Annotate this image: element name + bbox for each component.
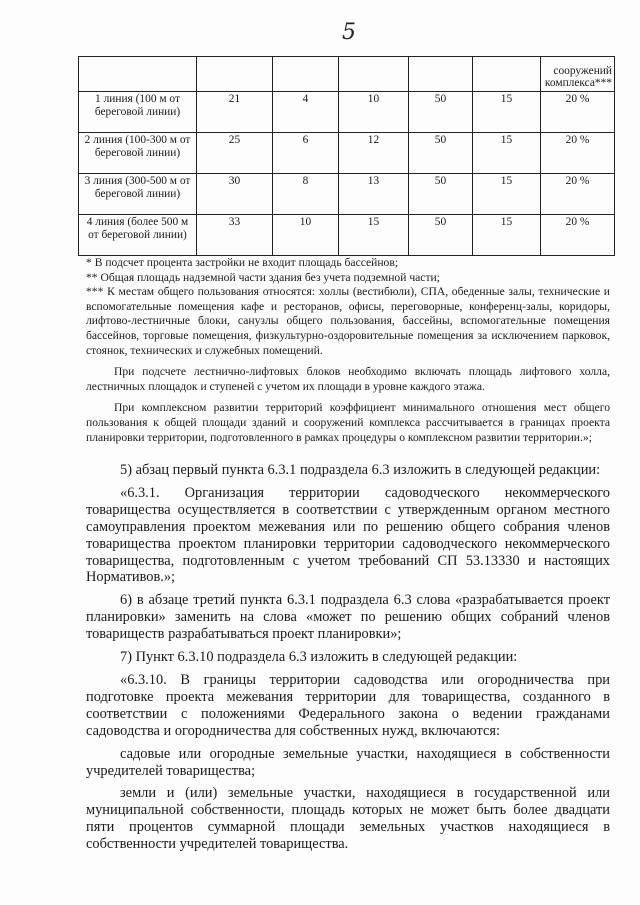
table-row	[79, 215, 615, 256]
table-cell	[339, 57, 409, 92]
table-cell: 50	[409, 92, 473, 133]
table-cell	[273, 57, 339, 92]
table-cell: 21	[197, 92, 273, 133]
body-paragraph: 6) в абзаце третий пункта 6.3.1 подраздела 6.3 слова «разрабатывается проект планировки» заменить на слова «может по решению общих собраний членов товариществ разрабатываться проект планировки»;	[86, 592, 610, 643]
row-label: 3 линия (300-500 м от береговой линии)	[79, 174, 197, 215]
table-cell: 15	[473, 92, 541, 133]
body-paragraph: «6.3.10. В границы территории садоводства или огородничества при подготовке проекта межевания территории для товарищества, созданного в соответствии с положениями Федерального закона о ведении гражданами садоводства и огородничества для собственных нужд, включаются:	[86, 671, 610, 739]
table-cell	[473, 57, 541, 92]
footnote-3: *** К местам общего пользования относятся: холлы (вестибюли), СПА, обеденные залы, технические и вспомогательные помещения кафе и ресторанов, офисы, переговорные, конференц-залы, коридоры, лифтово-лестничные блоки, санузлы общего пользования, бассейны, вспомогательные помещения бассейнов, торговые помещения, физкультурно-оздоровительные помещения за исключением парковок, стоянок, технических и служебных помещений.	[86, 285, 610, 357]
page-number: 5	[342, 20, 356, 45]
note-paragraph: При комплексном развитии территорий коэффициент минимального отношения мест общего пользования к общей площади зданий и сооружений комплекса рассчитывается в границах проекта планировки территории, подготовленного в рамках процедуры о комплексном развитии территории.»;	[86, 401, 610, 444]
note-paragraph: При подсчете лестнично-лифтовых блоков необходимо включать площадь лифтового холла, лестничных площадок и ступеней с учетом их площади в уровне каждого этажа.	[86, 365, 610, 393]
table-notes	[86, 256, 610, 445]
table-cell: 15	[473, 215, 541, 256]
table-header-row	[79, 57, 615, 92]
table-cell: 50	[409, 215, 473, 256]
footnote-1: * В подсчет процента застройки не входит площадь бассейнов;	[86, 256, 399, 269]
table-cell: 50	[409, 174, 473, 215]
table-cell: 20 %	[541, 92, 615, 133]
row-label: 4 линия (более 500 м от береговой линии)	[79, 215, 197, 256]
table-cell: 15	[473, 133, 541, 174]
table-cell: 20 %	[541, 174, 615, 215]
table-cell: 20 %	[541, 133, 615, 174]
table-cell: 33	[197, 215, 273, 256]
table-row	[79, 174, 615, 215]
table-row	[79, 133, 615, 174]
table-cell: 12	[339, 133, 409, 174]
table-cell: 10	[273, 215, 339, 256]
footnote-2: ** Общая площадь надземной части здания без учета подземной части;	[86, 270, 440, 284]
body-paragraph: 7) Пункт 6.3.10 подраздела 6.3 изложить в следующей редакции:	[120, 649, 518, 666]
norms-table	[78, 56, 615, 256]
table-cell: 30	[197, 174, 273, 215]
table-cell: 8	[273, 174, 339, 215]
table-header-cell: сооружений комплекса***	[541, 57, 615, 92]
table-cell: 10	[339, 92, 409, 133]
table-cell	[197, 57, 273, 92]
row-label: 2 линия (100-300 м от береговой линии)	[79, 133, 197, 174]
row-label: 1 линия (100 м от береговой линии)	[79, 92, 197, 133]
table-cell: 13	[339, 174, 409, 215]
table-cell	[409, 57, 473, 92]
table-row	[79, 92, 615, 133]
table-cell: 25	[197, 133, 273, 174]
table-cell: 15	[473, 174, 541, 215]
table-cell	[79, 57, 197, 92]
body-paragraph: «6.3.1. Организация территории садоводческого некоммерческого товарищества осуществляется в соответствии с утвержденным органом местного самоуправления проектом межевания или по решению общего собрания членов товарищества проектом планировки территории садоводческого некоммерческого товарищества, подготовленным с учетом требований СП 53.13330 и настоящих Нормативов.»;	[86, 484, 610, 586]
body-paragraph: 5) абзац первый пункта 6.3.1 подраздела 6.3 изложить в следующей редакции:	[120, 462, 601, 478]
document-body	[86, 462, 610, 853]
table-cell: 50	[409, 133, 473, 174]
table-cell: 6	[273, 133, 339, 174]
table-cell: 15	[339, 215, 409, 256]
table-cell: 20 %	[541, 215, 615, 256]
table-cell: 4	[273, 92, 339, 133]
body-paragraph: земли и (или) земельные участки, находящиеся в государственной или муниципальной собственности, площадь которых не может быть более двадцати пяти процентов суммарной площади земельных участков находящиеся в собственности учредителей товарищества.	[86, 785, 610, 853]
body-paragraph: садовые или огородные земельные участки, находящиеся в собственности учредителей товарищества;	[86, 745, 610, 779]
